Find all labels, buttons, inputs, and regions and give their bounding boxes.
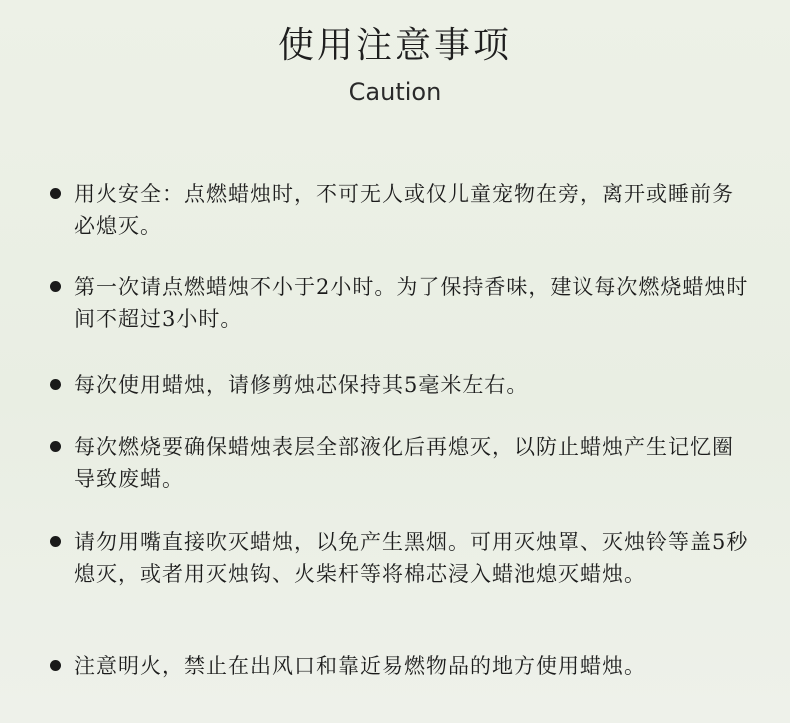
list-item-text: 请勿用嘴直接吹灭蜡烛，以免产生黑烟。可用灭烛罩、灭烛铃等盖5秒熄灭，或者用灭烛钩、火柴杆等将棉芯浸入蜡池熄灭蜡烛。 bbox=[74, 530, 749, 586]
list-item bbox=[50, 369, 760, 401]
page-title: 使用注意事项 bbox=[277, 25, 512, 66]
list-item bbox=[50, 526, 760, 590]
list-item-text: 每次燃烧要确保蜡烛表层全部液化后再熄灭，以防止蜡烛产生记忆圈导致废蜡。 bbox=[74, 435, 734, 491]
list-item-text: 第一次请点燃蜡烛不小于2小时。为了保持香味，建议每次燃烧蜡烛时间不超过3小时。 bbox=[74, 275, 749, 331]
list-item-text: 注意明火，禁止在出风口和靠近易燃物品的地方使用蜡烛。 bbox=[74, 654, 646, 678]
list-item-text: 每次使用蜡烛，请修剪烛芯保持其5毫米左右。 bbox=[74, 373, 529, 397]
list-item bbox=[50, 650, 760, 682]
page-subtitle: Caution bbox=[348, 78, 442, 106]
bullet-icon bbox=[50, 379, 61, 390]
list-item-text: 用火安全：点燃蜡烛时，不可无人或仅儿童宠物在旁，离开或睡前务必熄灭。 bbox=[74, 182, 734, 238]
bullet-icon bbox=[50, 281, 61, 292]
bullet-icon bbox=[50, 536, 61, 547]
bullet-icon bbox=[50, 441, 61, 452]
bullet-icon bbox=[50, 660, 61, 671]
bullet-icon bbox=[50, 188, 61, 199]
list-item bbox=[50, 431, 760, 495]
header bbox=[0, 22, 790, 108]
list-item bbox=[50, 271, 760, 335]
list-item bbox=[50, 178, 760, 242]
